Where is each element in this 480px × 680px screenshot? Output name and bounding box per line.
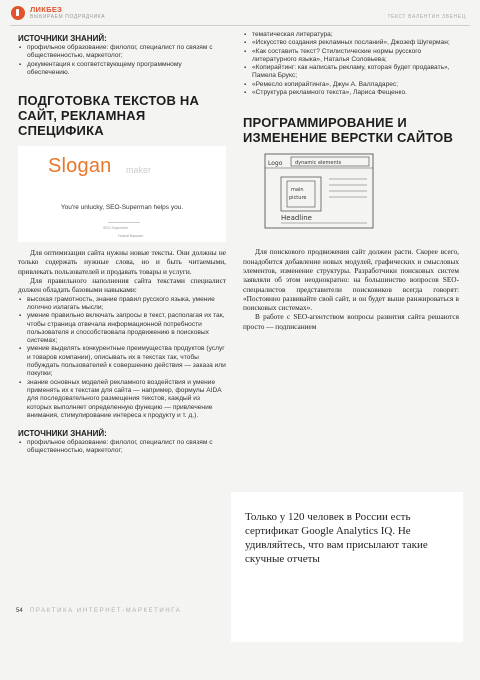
wireframe-sketch-icon xyxy=(259,151,379,233)
slogan-caption-2: Новый Вариант xyxy=(118,234,144,239)
slogan-logo-suffix: maker xyxy=(126,165,152,176)
list-item: ▪ профильное образование: филолог, специалист по связям с общественностью, маркетолог; xyxy=(18,44,226,61)
list-item: ▪ высокая грамотность, знание правил русского языка, умение логично излагать мысли; xyxy=(18,296,226,313)
svg-text:picture: picture xyxy=(289,195,307,202)
paragraph: В работе с SEO-агентством вопросы развития сайта решаются просто — подписанием xyxy=(243,312,459,331)
layout-sketch-image xyxy=(259,151,379,233)
sources-list-2 xyxy=(18,439,226,456)
list-item: ▪ «Как составить текст? Стилистические нормы русского литературного языка», Наталья Соловьева; xyxy=(243,48,459,65)
header-divider xyxy=(10,25,470,26)
svg-text:Headline: Headline xyxy=(281,214,312,223)
right-column xyxy=(243,31,459,331)
page-number: 54 xyxy=(16,608,23,614)
pull-quote xyxy=(231,492,463,642)
section-heading-programming: ПРОГРАММИРОВАНИЕ И ИЗМЕНЕНИЕ ВЕРСТКИ САЙТОВ xyxy=(243,115,454,146)
pull-quote-text: Только у 120 человек в России есть сертификат Google Analytics IQ. Не удивляйтесь, что вам присылают такие скучные отчеты xyxy=(245,511,428,565)
list-item: ▪ умение выделять конкурентные преимущества продуктов (услуг и товаров компании), описывать их в текстах так, чтобы побуждать пользователей к совершению действия — заказа или покупки; xyxy=(18,345,226,378)
list-item: ▪ знание основных моделей рекламного воздействия и умение применять их к текстам для сайта — например, формулы AIDA для последовательного размещения текстов, каждый из которых выполняет определенную функцию — привлечение внимания, стимулирование интереса к продукту и т. д.). xyxy=(18,379,226,420)
svg-text:dynamic elements: dynamic elements xyxy=(295,160,342,167)
slogan-logo: Slogan xyxy=(48,155,112,178)
sources-heading-2: ИСТОЧНИКИ ЗНАНИЙ: xyxy=(18,429,107,439)
slogan-maker-screenshot xyxy=(18,146,226,242)
literature-list xyxy=(243,31,459,97)
svg-text:main: main xyxy=(291,187,304,194)
header-author: ТЕКСТ ВАЛЕНТИН ЗВЕНЕЦ xyxy=(387,14,466,20)
list-item: ▪ тематическая литература; xyxy=(243,31,459,39)
list-item: ▪ «Искусство создания рекламных посланий», Джозеф Шугерман; xyxy=(243,39,459,47)
sources-list xyxy=(18,44,226,77)
header-brand: ЛИКБЕЗ xyxy=(30,5,63,14)
slogan-caption: SEO-Superman xyxy=(103,226,128,231)
list-item: ▪ «Копирайтинг: как написать рекламу, которая будет продавать», Памела Брукс; xyxy=(243,64,459,81)
list-item: ▪ профильное образование: филолог, специалист по связям с общественностью, маркетолог; xyxy=(18,439,226,456)
list-item: ▪ документация к соответствующему программному обеспечению. xyxy=(18,61,226,78)
paragraph: Для правильного наполнения сайта текстами специалист должен обладать базовыми навыками: xyxy=(18,276,226,295)
paragraph: Для оптимизации сайта нужны новые тексты. Они должны не только содержать нужные слова, но и быть читаемыми, привлекать пользователей и продавать товары и услуги. xyxy=(18,248,226,276)
section-heading-texts: ПОДГОТОВКА ТЕКСТОВ НА САЙТ, РЕКЛАМНАЯ СПЕЦИФИКА xyxy=(18,93,200,139)
list-item: ▪ умение правильно включать запросы в текст, располагая их так, чтобы страница отвечала информационной потребности пользователя и способствовала продвижению в поисковых системах; xyxy=(18,312,226,345)
slogan-tagline: You're unlucky, SEO-Superman helps you. xyxy=(60,204,184,212)
list-item: ▪ «Структура рекламного текста», Лариса Фещенко. xyxy=(243,89,459,97)
svg-text:Logo: Logo xyxy=(268,160,283,168)
left-column xyxy=(18,34,226,456)
list-item: ▪ «Ремесло копирайтинга», Джун А. Валладарес; xyxy=(243,81,459,89)
divider xyxy=(108,222,140,223)
skills-list xyxy=(18,296,226,420)
brand-logo-icon xyxy=(11,6,25,20)
sources-heading: ИСТОЧНИКИ ЗНАНИЙ: xyxy=(18,34,107,43)
paragraph: Для поискового продвижения сайт должен расти. Скорее всего, понадобится добавление новых модулей, графических и смысловых элементов, изменение структуры. Разработчики поисковых систем заявляли об этом неоднократно: на большинство вопросов SEO-специалистов представители поисковиков всегда говорят: «Постоянно развивайте свой сайт, и он будет выше ранжироваться в поисковых системах». xyxy=(243,247,459,313)
header-section: ВЫБИРАЕМ ПОДРЯДЧИКА xyxy=(30,14,106,20)
footer-title: ПРАКТИКА ИНТЕРНЕТ-МАРКЕТИНГА xyxy=(30,608,182,614)
